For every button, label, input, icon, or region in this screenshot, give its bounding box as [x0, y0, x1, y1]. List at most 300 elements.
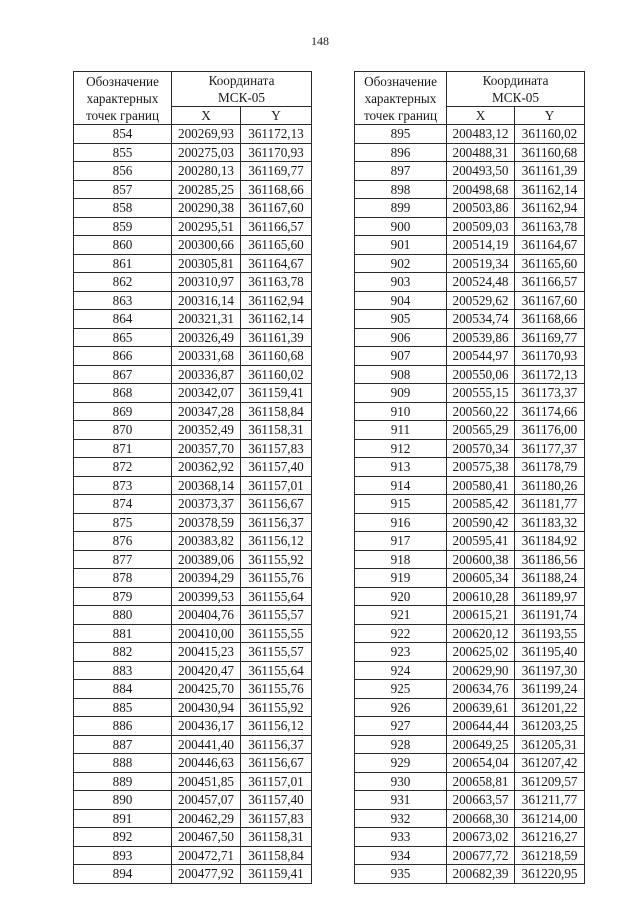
- table-row: [355, 606, 585, 625]
- x-coordinate-cell: 200404,76: [172, 606, 241, 625]
- table-row: [355, 199, 585, 218]
- point-number-cell: 859: [74, 217, 172, 236]
- point-number-cell: 911: [355, 421, 447, 440]
- table-row: [74, 624, 312, 643]
- point-number-cell: 934: [355, 846, 447, 865]
- y-coordinate-cell: 361191,74: [515, 606, 585, 625]
- table-row: [74, 365, 312, 384]
- x-coordinate-cell: 200394,29: [172, 569, 241, 588]
- point-number-cell: 929: [355, 754, 447, 773]
- y-coordinate-cell: 361159,41: [241, 865, 312, 884]
- y-coordinate-cell: 361156,67: [241, 754, 312, 773]
- y-coordinate-cell: 361161,39: [241, 328, 312, 347]
- header-coordinate: [172, 72, 312, 107]
- x-coordinate-cell: 200639,61: [447, 698, 515, 717]
- x-coordinate-cell: 200357,70: [172, 439, 241, 458]
- point-number-cell: 873: [74, 476, 172, 495]
- y-coordinate-cell: 361170,93: [515, 347, 585, 366]
- table-row: [355, 569, 585, 588]
- x-coordinate-cell: 200321,31: [172, 310, 241, 329]
- y-coordinate-cell: 361155,64: [241, 587, 312, 606]
- y-coordinate-cell: 361201,22: [515, 698, 585, 717]
- table-row: [74, 513, 312, 532]
- table-row: [355, 162, 585, 181]
- y-coordinate-cell: 361176,00: [515, 421, 585, 440]
- y-coordinate-cell: 361167,60: [241, 199, 312, 218]
- point-number-cell: 924: [355, 661, 447, 680]
- x-coordinate-cell: 200625,02: [447, 643, 515, 662]
- point-number-cell: 919: [355, 569, 447, 588]
- point-number-cell: 856: [74, 162, 172, 181]
- x-coordinate-cell: 200524,48: [447, 273, 515, 292]
- y-coordinate-cell: 361155,76: [241, 680, 312, 699]
- table-row: [74, 180, 312, 199]
- table-row: [74, 347, 312, 366]
- table-row: [355, 347, 585, 366]
- x-coordinate-cell: 200425,70: [172, 680, 241, 699]
- table-row: [355, 865, 585, 884]
- x-coordinate-cell: 200555,15: [447, 384, 515, 403]
- table-row: [355, 846, 585, 865]
- y-coordinate-cell: 361161,39: [515, 162, 585, 181]
- header-y: Y: [515, 107, 585, 125]
- y-coordinate-cell: 361169,77: [241, 162, 312, 181]
- header-label-line3: точек границ: [363, 107, 438, 123]
- point-number-cell: 875: [74, 513, 172, 532]
- table-row: [355, 587, 585, 606]
- y-coordinate-cell: 361155,57: [241, 606, 312, 625]
- point-number-cell: 879: [74, 587, 172, 606]
- point-number-cell: 854: [74, 125, 172, 144]
- y-coordinate-cell: 361159,41: [241, 384, 312, 403]
- point-number-cell: 887: [74, 735, 172, 754]
- x-coordinate-cell: 200570,34: [447, 439, 515, 458]
- point-number-cell: 882: [74, 643, 172, 662]
- x-coordinate-cell: 200519,34: [447, 254, 515, 273]
- x-coordinate-cell: 200514,19: [447, 236, 515, 255]
- point-number-cell: 913: [355, 458, 447, 477]
- table-row: [355, 421, 585, 440]
- x-coordinate-cell: 200347,28: [172, 402, 241, 421]
- point-number-cell: 861: [74, 254, 172, 273]
- y-coordinate-cell: 361158,31: [241, 828, 312, 847]
- table-row: [355, 791, 585, 810]
- x-coordinate-cell: 200585,42: [447, 495, 515, 514]
- point-number-cell: 888: [74, 754, 172, 773]
- table-row: [355, 439, 585, 458]
- table-row: [74, 680, 312, 699]
- x-coordinate-cell: 200615,21: [447, 606, 515, 625]
- y-coordinate-cell: 361155,64: [241, 661, 312, 680]
- x-coordinate-cell: 200467,50: [172, 828, 241, 847]
- point-number-cell: 916: [355, 513, 447, 532]
- point-number-cell: 893: [74, 846, 172, 865]
- y-coordinate-cell: 361180,26: [515, 476, 585, 495]
- table-row: [355, 809, 585, 828]
- point-number-cell: 869: [74, 402, 172, 421]
- point-number-cell: 883: [74, 661, 172, 680]
- x-coordinate-cell: 200383,82: [172, 532, 241, 551]
- y-coordinate-cell: 361197,30: [515, 661, 585, 680]
- x-coordinate-cell: 200362,92: [172, 458, 241, 477]
- x-coordinate-cell: 200373,37: [172, 495, 241, 514]
- x-coordinate-cell: 200534,74: [447, 310, 515, 329]
- y-coordinate-cell: 361158,84: [241, 402, 312, 421]
- table-row: [74, 532, 312, 551]
- x-coordinate-cell: 200410,00: [172, 624, 241, 643]
- y-coordinate-cell: 361216,27: [515, 828, 585, 847]
- x-coordinate-cell: 200575,38: [447, 458, 515, 477]
- point-number-cell: 855: [74, 143, 172, 162]
- x-coordinate-cell: 200610,28: [447, 587, 515, 606]
- x-coordinate-cell: 200529,62: [447, 291, 515, 310]
- y-coordinate-cell: 361181,77: [515, 495, 585, 514]
- x-coordinate-cell: 200389,06: [172, 550, 241, 569]
- point-number-cell: 892: [74, 828, 172, 847]
- table-body-right: [355, 125, 585, 884]
- table-row: [355, 217, 585, 236]
- y-coordinate-cell: 361172,13: [241, 125, 312, 144]
- y-coordinate-cell: 361160,68: [515, 143, 585, 162]
- table-row: [355, 273, 585, 292]
- point-number-cell: 871: [74, 439, 172, 458]
- x-coordinate-cell: 200620,12: [447, 624, 515, 643]
- header-coordinate: [447, 72, 585, 107]
- point-number-cell: 897: [355, 162, 447, 181]
- y-coordinate-cell: 361155,76: [241, 569, 312, 588]
- point-number-cell: 896: [355, 143, 447, 162]
- table-row: [355, 624, 585, 643]
- point-number-cell: 914: [355, 476, 447, 495]
- table-row: [355, 143, 585, 162]
- y-coordinate-cell: 361207,42: [515, 754, 585, 773]
- y-coordinate-cell: 361162,14: [241, 310, 312, 329]
- y-coordinate-cell: 361162,94: [515, 199, 585, 218]
- table-row: [355, 328, 585, 347]
- y-coordinate-cell: 361157,01: [241, 476, 312, 495]
- table-row: [355, 458, 585, 477]
- point-number-cell: 864: [74, 310, 172, 329]
- y-coordinate-cell: 361195,40: [515, 643, 585, 662]
- point-number-cell: 868: [74, 384, 172, 403]
- table-row: [74, 495, 312, 514]
- x-coordinate-cell: 200316,14: [172, 291, 241, 310]
- x-coordinate-cell: 200290,38: [172, 199, 241, 218]
- x-coordinate-cell: 200493,50: [447, 162, 515, 181]
- point-number-cell: 910: [355, 402, 447, 421]
- x-coordinate-cell: 200305,81: [172, 254, 241, 273]
- table-row: [355, 254, 585, 273]
- table-row: [355, 384, 585, 403]
- table-row: [355, 402, 585, 421]
- y-coordinate-cell: 361169,77: [515, 328, 585, 347]
- y-coordinate-cell: 361155,92: [241, 698, 312, 717]
- header-label-line2: характерных: [86, 90, 159, 106]
- x-coordinate-cell: 200420,47: [172, 661, 241, 680]
- y-coordinate-cell: 361166,57: [515, 273, 585, 292]
- x-coordinate-cell: 200331,68: [172, 347, 241, 366]
- x-coordinate-cell: 200326,49: [172, 328, 241, 347]
- table-row: [74, 328, 312, 347]
- x-coordinate-cell: 200560,22: [447, 402, 515, 421]
- y-coordinate-cell: 361158,84: [241, 846, 312, 865]
- x-coordinate-cell: 200269,93: [172, 125, 241, 144]
- table-row: [74, 828, 312, 847]
- header-coord-line1: Координата: [482, 73, 549, 88]
- y-coordinate-cell: 361220,95: [515, 865, 585, 884]
- x-coordinate-cell: 200342,07: [172, 384, 241, 403]
- x-coordinate-cell: 200677,72: [447, 846, 515, 865]
- point-number-cell: 917: [355, 532, 447, 551]
- y-coordinate-cell: 361155,57: [241, 643, 312, 662]
- y-coordinate-cell: 361186,56: [515, 550, 585, 569]
- x-coordinate-cell: 200488,31: [447, 143, 515, 162]
- point-number-cell: 898: [355, 180, 447, 199]
- y-coordinate-cell: 361189,97: [515, 587, 585, 606]
- y-coordinate-cell: 361160,68: [241, 347, 312, 366]
- x-coordinate-cell: 200600,38: [447, 550, 515, 569]
- point-number-cell: 920: [355, 587, 447, 606]
- point-number-cell: 872: [74, 458, 172, 477]
- x-coordinate-cell: 200663,57: [447, 791, 515, 810]
- y-coordinate-cell: 361173,37: [515, 384, 585, 403]
- table-row: [355, 365, 585, 384]
- point-number-cell: 857: [74, 180, 172, 199]
- y-coordinate-cell: 361160,02: [241, 365, 312, 384]
- x-coordinate-cell: 200649,25: [447, 735, 515, 754]
- point-number-cell: 923: [355, 643, 447, 662]
- point-number-cell: 906: [355, 328, 447, 347]
- y-coordinate-cell: 361170,93: [241, 143, 312, 162]
- x-coordinate-cell: 200629,90: [447, 661, 515, 680]
- table-row: [355, 291, 585, 310]
- table-row: [355, 180, 585, 199]
- point-number-cell: 912: [355, 439, 447, 458]
- table-row: [74, 698, 312, 717]
- table-row: [74, 865, 312, 884]
- x-coordinate-cell: 200352,49: [172, 421, 241, 440]
- table-row: [355, 698, 585, 717]
- table-row: [74, 846, 312, 865]
- table-row: [74, 291, 312, 310]
- coordinates-table-right: [354, 71, 585, 884]
- point-number-cell: 932: [355, 809, 447, 828]
- x-coordinate-cell: 200441,40: [172, 735, 241, 754]
- table-row: [74, 439, 312, 458]
- point-number-cell: 867: [74, 365, 172, 384]
- point-number-cell: 935: [355, 865, 447, 884]
- point-number-cell: 858: [74, 199, 172, 218]
- x-coordinate-cell: 200605,34: [447, 569, 515, 588]
- point-number-cell: 884: [74, 680, 172, 699]
- y-coordinate-cell: 361205,31: [515, 735, 585, 754]
- x-coordinate-cell: 200590,42: [447, 513, 515, 532]
- table-row: [355, 495, 585, 514]
- y-coordinate-cell: 361156,37: [241, 735, 312, 754]
- point-number-cell: 928: [355, 735, 447, 754]
- x-coordinate-cell: 200430,94: [172, 698, 241, 717]
- point-number-cell: 862: [74, 273, 172, 292]
- x-coordinate-cell: 200682,39: [447, 865, 515, 884]
- y-coordinate-cell: 361174,66: [515, 402, 585, 421]
- y-coordinate-cell: 361156,12: [241, 717, 312, 736]
- point-number-cell: 877: [74, 550, 172, 569]
- y-coordinate-cell: 361199,24: [515, 680, 585, 699]
- point-number-cell: 901: [355, 236, 447, 255]
- y-coordinate-cell: 361162,94: [241, 291, 312, 310]
- header-x: X: [172, 107, 241, 125]
- x-coordinate-cell: 200446,63: [172, 754, 241, 773]
- table-row: [74, 236, 312, 255]
- table-row: [74, 772, 312, 791]
- point-number-cell: 865: [74, 328, 172, 347]
- point-number-cell: 908: [355, 365, 447, 384]
- y-coordinate-cell: 361164,67: [515, 236, 585, 255]
- y-coordinate-cell: 361203,25: [515, 717, 585, 736]
- y-coordinate-cell: 361156,37: [241, 513, 312, 532]
- x-coordinate-cell: 200658,81: [447, 772, 515, 791]
- x-coordinate-cell: 200285,25: [172, 180, 241, 199]
- point-number-cell: 902: [355, 254, 447, 273]
- point-number-cell: 925: [355, 680, 447, 699]
- table-row: [74, 217, 312, 236]
- y-coordinate-cell: 361209,57: [515, 772, 585, 791]
- x-coordinate-cell: 200472,71: [172, 846, 241, 865]
- x-coordinate-cell: 200544,97: [447, 347, 515, 366]
- y-coordinate-cell: 361172,13: [515, 365, 585, 384]
- point-number-cell: 909: [355, 384, 447, 403]
- y-coordinate-cell: 361160,02: [515, 125, 585, 144]
- table-row: [74, 384, 312, 403]
- point-number-cell: 890: [74, 791, 172, 810]
- point-number-cell: 880: [74, 606, 172, 625]
- header-coord-line1: Координата: [208, 73, 275, 88]
- table-row: [74, 143, 312, 162]
- table-row: [355, 754, 585, 773]
- point-number-cell: 918: [355, 550, 447, 569]
- point-number-cell: 915: [355, 495, 447, 514]
- x-coordinate-cell: 200503,86: [447, 199, 515, 218]
- header-label-line2: характерных: [364, 90, 437, 106]
- y-coordinate-cell: 361163,78: [241, 273, 312, 292]
- table-row: [74, 476, 312, 495]
- y-coordinate-cell: 361164,67: [241, 254, 312, 273]
- header-y: Y: [241, 107, 312, 125]
- x-coordinate-cell: 200300,66: [172, 236, 241, 255]
- header-label-line3: точек границ: [85, 107, 160, 123]
- x-coordinate-cell: 200673,02: [447, 828, 515, 847]
- point-number-cell: 927: [355, 717, 447, 736]
- coordinates-table-left: [73, 71, 312, 884]
- x-coordinate-cell: 200399,53: [172, 587, 241, 606]
- y-coordinate-cell: 361157,83: [241, 439, 312, 458]
- table-row: [74, 550, 312, 569]
- point-number-cell: 860: [74, 236, 172, 255]
- header-label-line1: Обозначение: [364, 73, 437, 89]
- point-number-cell: 895: [355, 125, 447, 144]
- x-coordinate-cell: 200539,86: [447, 328, 515, 347]
- table-row: [355, 550, 585, 569]
- y-coordinate-cell: 361156,67: [241, 495, 312, 514]
- table-row: [74, 199, 312, 218]
- y-coordinate-cell: 361168,66: [515, 310, 585, 329]
- x-coordinate-cell: 200634,76: [447, 680, 515, 699]
- table-row: [74, 402, 312, 421]
- y-coordinate-cell: 361157,40: [241, 791, 312, 810]
- y-coordinate-cell: 361165,60: [241, 236, 312, 255]
- y-coordinate-cell: 361156,12: [241, 532, 312, 551]
- table-row: [74, 809, 312, 828]
- table-row: [355, 680, 585, 699]
- point-number-cell: 922: [355, 624, 447, 643]
- x-coordinate-cell: 200462,29: [172, 809, 241, 828]
- table-row: [74, 735, 312, 754]
- x-coordinate-cell: 200595,41: [447, 532, 515, 551]
- table-row: [74, 606, 312, 625]
- x-coordinate-cell: 200436,17: [172, 717, 241, 736]
- x-coordinate-cell: 200654,04: [447, 754, 515, 773]
- x-coordinate-cell: 200644,44: [447, 717, 515, 736]
- point-number-cell: 921: [355, 606, 447, 625]
- point-number-cell: 926: [355, 698, 447, 717]
- y-coordinate-cell: 361155,92: [241, 550, 312, 569]
- x-coordinate-cell: 200275,03: [172, 143, 241, 162]
- point-number-cell: 878: [74, 569, 172, 588]
- y-coordinate-cell: 361165,60: [515, 254, 585, 273]
- table-row: [355, 476, 585, 495]
- header-point-label: [74, 72, 172, 125]
- header-coord-line2: МСК-05: [492, 90, 539, 105]
- point-number-cell: 876: [74, 532, 172, 551]
- table-row: [74, 587, 312, 606]
- table-body-left: [74, 125, 312, 884]
- point-number-cell: 889: [74, 772, 172, 791]
- x-coordinate-cell: 200451,85: [172, 772, 241, 791]
- y-coordinate-cell: 361168,66: [241, 180, 312, 199]
- table-row: [355, 125, 585, 144]
- table-row: [74, 458, 312, 477]
- table-row: [74, 791, 312, 810]
- point-number-cell: 891: [74, 809, 172, 828]
- y-coordinate-cell: 361193,55: [515, 624, 585, 643]
- header-label-line1: Обозначение: [86, 73, 159, 89]
- x-coordinate-cell: 200668,30: [447, 809, 515, 828]
- point-number-cell: 930: [355, 772, 447, 791]
- y-coordinate-cell: 361188,24: [515, 569, 585, 588]
- y-coordinate-cell: 361178,79: [515, 458, 585, 477]
- x-coordinate-cell: 200565,29: [447, 421, 515, 440]
- table-row: [74, 661, 312, 680]
- page-number: 148: [311, 34, 329, 48]
- y-coordinate-cell: 361157,01: [241, 772, 312, 791]
- y-coordinate-cell: 361183,32: [515, 513, 585, 532]
- table-row: [355, 717, 585, 736]
- point-number-cell: 904: [355, 291, 447, 310]
- y-coordinate-cell: 361157,40: [241, 458, 312, 477]
- point-number-cell: 905: [355, 310, 447, 329]
- x-coordinate-cell: 200415,23: [172, 643, 241, 662]
- x-coordinate-cell: 200368,14: [172, 476, 241, 495]
- table-row: [355, 735, 585, 754]
- table-row: [74, 310, 312, 329]
- x-coordinate-cell: 200477,92: [172, 865, 241, 884]
- point-number-cell: 903: [355, 273, 447, 292]
- table-row: [74, 125, 312, 144]
- table-row: [355, 828, 585, 847]
- y-coordinate-cell: 361218,59: [515, 846, 585, 865]
- x-coordinate-cell: 200280,13: [172, 162, 241, 181]
- y-coordinate-cell: 361155,55: [241, 624, 312, 643]
